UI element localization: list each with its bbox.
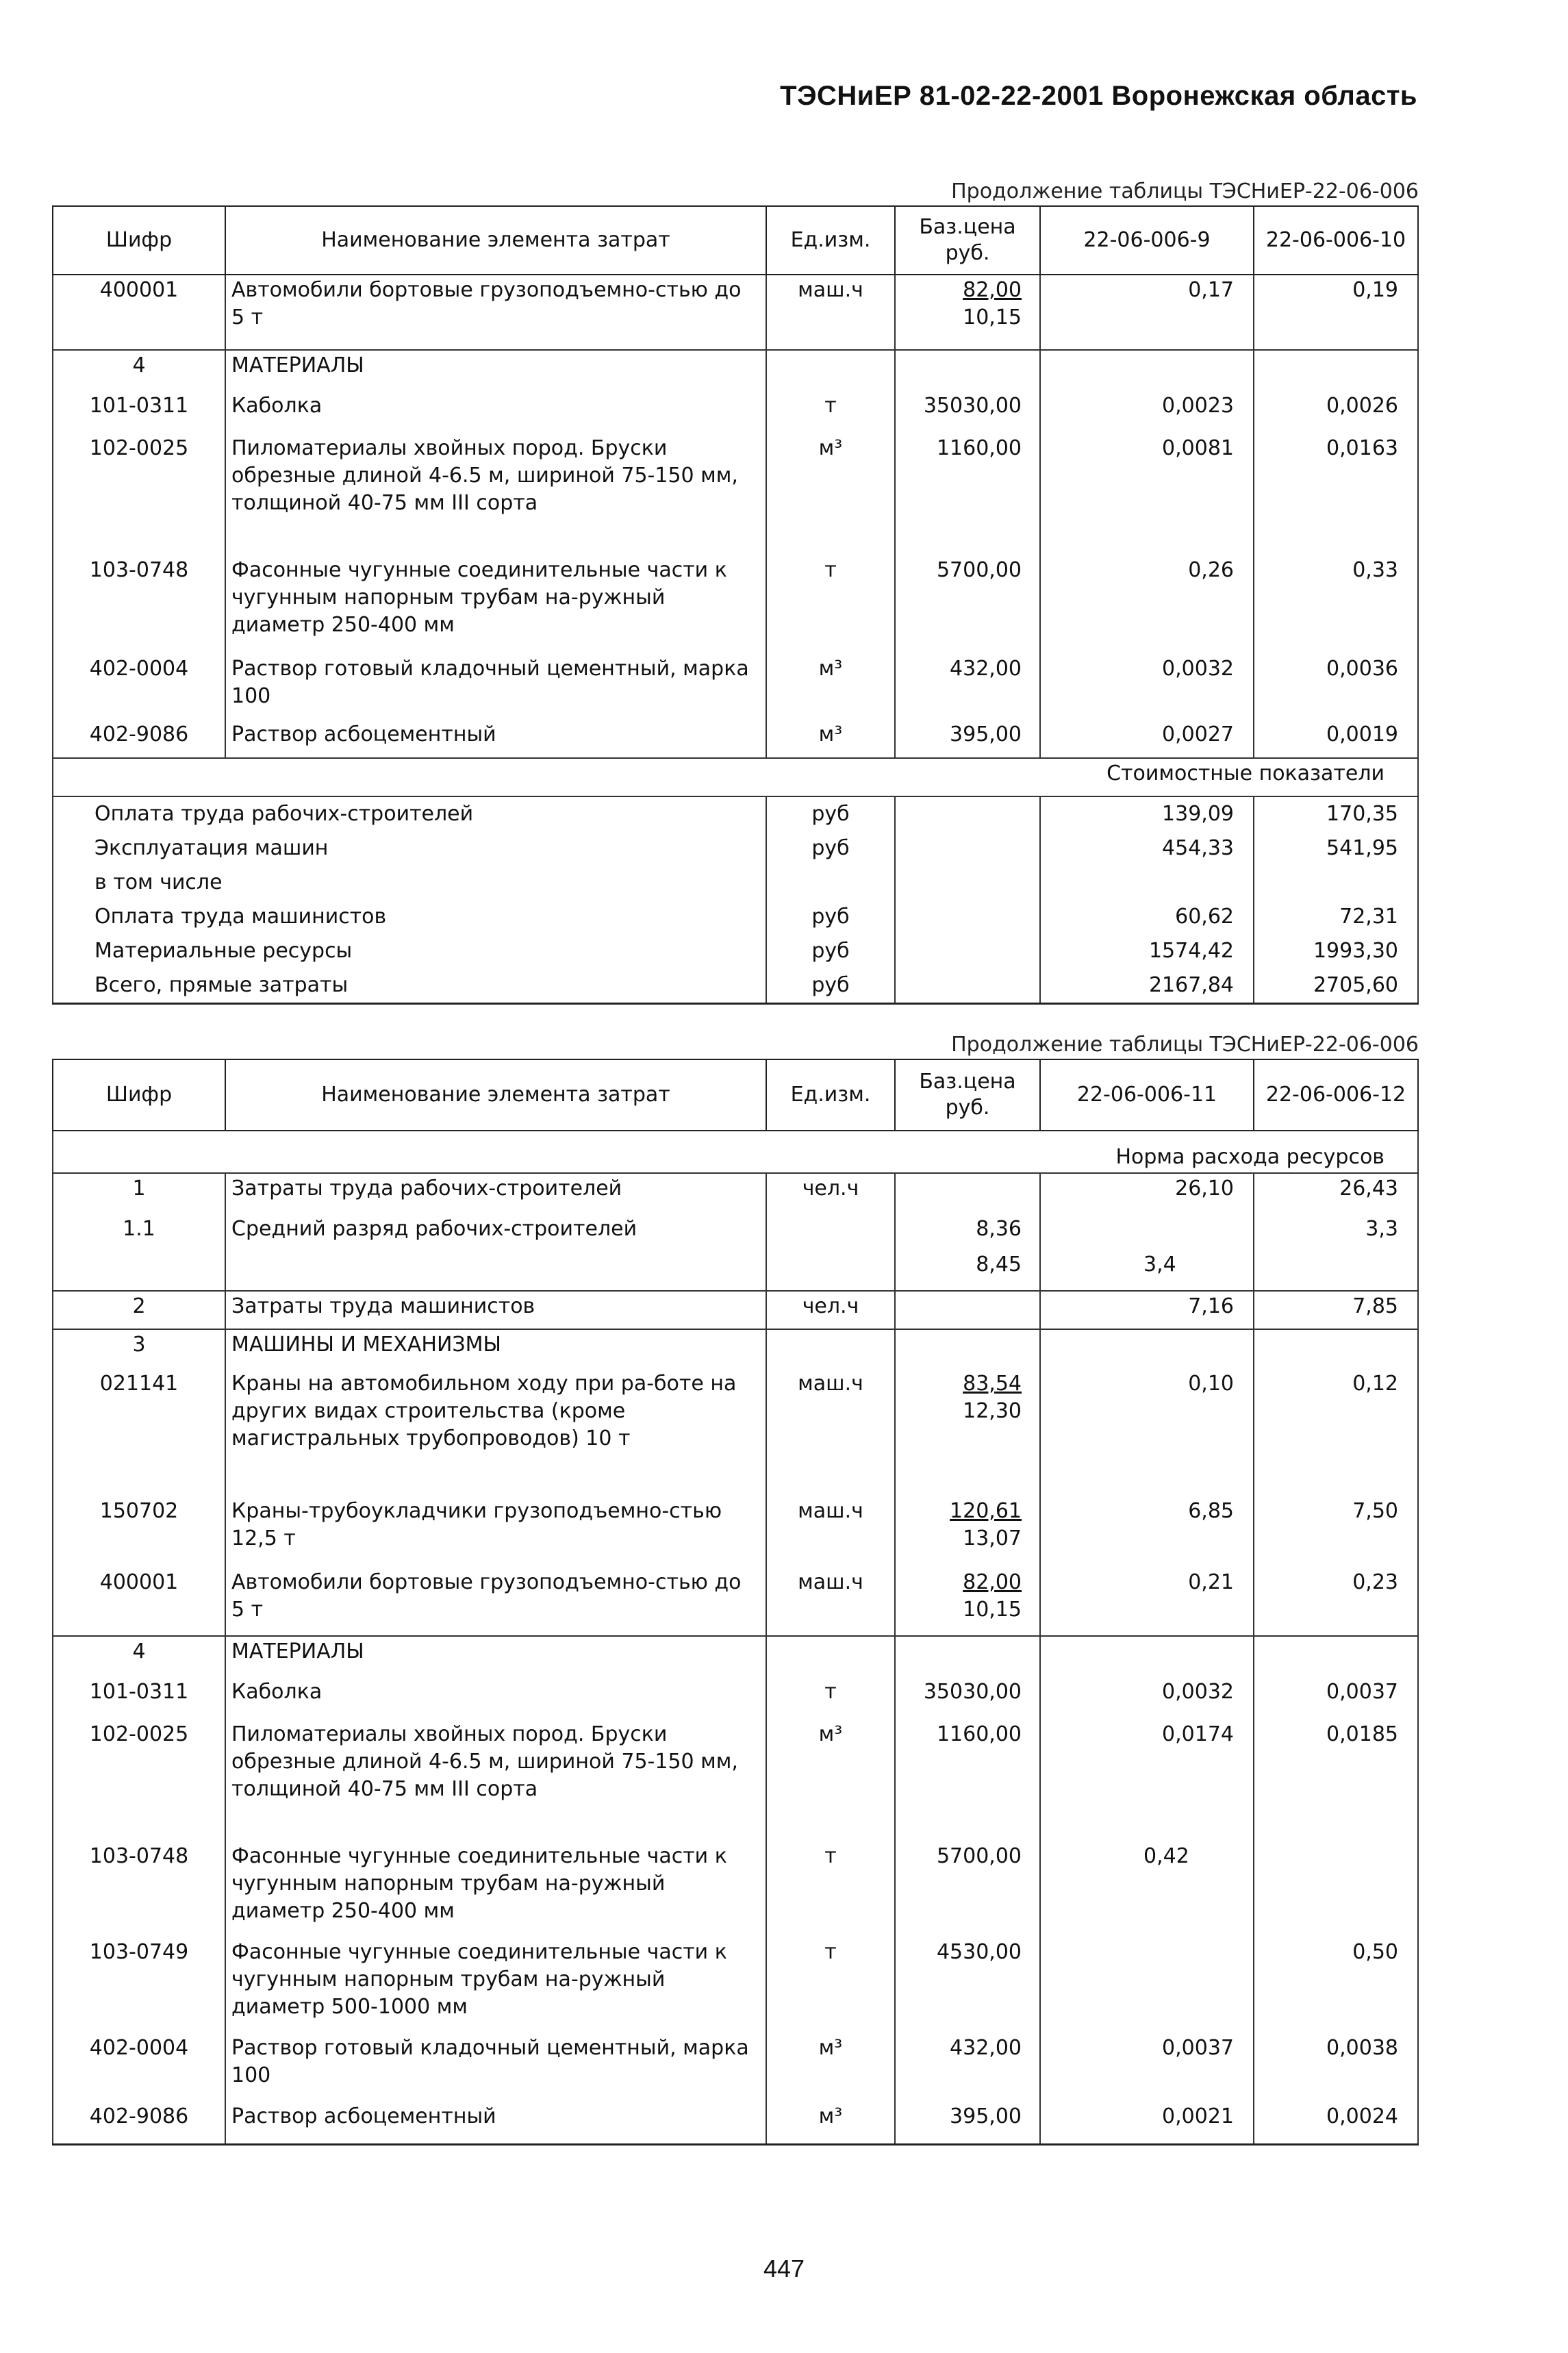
row-price: 4530,00: [895, 1937, 1040, 2033]
summary-value-2: 170,35: [1254, 796, 1418, 831]
summary-value-1: 139,09: [1040, 796, 1254, 831]
price-machinist: 13,07: [963, 1526, 1022, 1550]
row-code: 150702: [53, 1496, 225, 1568]
summary-unit: руб: [766, 831, 895, 866]
row-price: 395,00: [895, 2102, 1040, 2144]
row-price: [895, 1291, 1040, 1329]
header-unit: Ед.изм.: [766, 206, 895, 275]
summary-row: [53, 968, 1418, 1004]
summary-label: Оплата труда машинистов: [53, 900, 766, 934]
row-value-2: 0,0024: [1254, 2102, 1418, 2144]
row-name: Автомобили бортовые грузоподъемно-стью до 5 т: [225, 275, 766, 350]
row-unit: [766, 1214, 895, 1250]
header-unit: Ед.изм.: [766, 1059, 895, 1131]
row-value-2: [1254, 1250, 1418, 1291]
row-unit: м³: [766, 720, 895, 758]
price-main: 82,00: [963, 1570, 1022, 1594]
row-value-1: 0,0037: [1040, 2033, 1254, 2102]
row-value-2: 0,0037: [1254, 1677, 1418, 1720]
table-row: [53, 391, 1418, 433]
row-code: 103-0748: [53, 555, 225, 654]
row-price: 5700,00: [895, 555, 1040, 654]
row-name: Каболка: [225, 391, 766, 433]
row-code: 402-0004: [53, 654, 225, 720]
row-name: Затраты труда рабочих-строителей: [225, 1173, 766, 1214]
row-unit: м³: [766, 2033, 895, 2102]
row-value-1: 7,16: [1040, 1291, 1254, 1329]
row-value-1: 0,21: [1040, 1568, 1254, 1636]
row-name: Фасонные чугунные соединительные части к чугунным напорным трубам на-ружный диаметр 500-1000 мм: [225, 1937, 766, 2033]
section-row: [53, 1329, 1418, 1369]
header-name: Наименование элемента затрат: [225, 206, 766, 275]
row-price: 432,00: [895, 2033, 1040, 2102]
header-price: Баз.цена руб.: [895, 1059, 1040, 1131]
row-unit: м³: [766, 433, 895, 555]
row-value-2: 0,19: [1254, 275, 1418, 350]
summary-unit: руб: [766, 968, 895, 1004]
summary-value-2: 72,31: [1254, 900, 1418, 934]
page-header: ТЭСНиЕР 81-02-22-2001 Воронежская область: [780, 81, 1417, 111]
row-value-1: 0,0081: [1040, 433, 1254, 555]
cost-indicators-row: [53, 758, 1418, 796]
row-unit: т: [766, 1937, 895, 2033]
row-code: 1: [53, 1173, 225, 1214]
summary-label: Материальные ресурсы: [53, 934, 766, 968]
row-code: 2: [53, 1291, 225, 1329]
row-value-2: [1254, 1841, 1418, 1937]
summary-value-1: 60,62: [1040, 900, 1254, 934]
table-row: [53, 720, 1418, 758]
table-row: [53, 1568, 1418, 1636]
section-code: 3: [53, 1329, 225, 1369]
row-price: 432,00: [895, 654, 1040, 720]
row-code: 402-0004: [53, 2033, 225, 2102]
header-name: Наименование элемента затрат: [225, 1059, 766, 1131]
table-row: [53, 654, 1418, 720]
summary-row: [53, 900, 1418, 934]
row-value-1: 0,42: [1040, 1841, 1254, 1937]
row-value-1: 0,0032: [1040, 654, 1254, 720]
row-unit: маш.ч: [766, 1496, 895, 1568]
row-unit: маш.ч: [766, 1568, 895, 1636]
row-price: [895, 1496, 1040, 1568]
row-unit: [766, 1250, 895, 1291]
row-code: 101-0311: [53, 391, 225, 433]
row-code: 103-0748: [53, 1841, 225, 1937]
row-value-2: 0,0036: [1254, 654, 1418, 720]
row-unit: т: [766, 555, 895, 654]
norm-label-row: [53, 1131, 1418, 1173]
row-code: 400001: [53, 1568, 225, 1636]
table-row: [53, 1496, 1418, 1568]
price-main: 82,00: [963, 278, 1022, 302]
summary-unit: [766, 866, 895, 900]
summary-unit: руб: [766, 934, 895, 968]
row-value-2: 7,85: [1254, 1291, 1418, 1329]
row-price: [895, 275, 1040, 350]
summary-row: [53, 934, 1418, 968]
row-unit: м³: [766, 1720, 895, 1841]
header-col1: 22-06-006-11: [1040, 1059, 1254, 1131]
row-value-1: 0,0032: [1040, 1677, 1254, 1720]
row-value-1: 26,10: [1040, 1173, 1254, 1214]
page-number: 447: [763, 2254, 805, 2282]
section-row: [53, 1636, 1418, 1677]
row-unit: маш.ч: [766, 1369, 895, 1496]
row-name: Средний разряд рабочих-строителей: [225, 1214, 766, 1250]
summary-value-1: 454,33: [1040, 831, 1254, 866]
summary-label: Эксплуатация машин: [53, 831, 766, 866]
summary-row: [53, 866, 1418, 900]
section-title: МАШИНЫ И МЕХАНИЗМЫ: [225, 1329, 766, 1369]
table2: [52, 1059, 1419, 2146]
row-name: Краны на автомобильном ходу при ра-боте на других видах строительства (кроме магистральных трубопроводов) 10 т: [225, 1369, 766, 1496]
row-code: 402-9086: [53, 2102, 225, 2144]
price-main: 83,54: [963, 1372, 1022, 1396]
row-value-2: 26,43: [1254, 1173, 1418, 1214]
row-code: 102-0025: [53, 1720, 225, 1841]
section-code: 4: [53, 1636, 225, 1677]
cost-indicators-label: Стоимостные показатели: [53, 758, 1418, 796]
price-machinist: 10,15: [963, 305, 1022, 329]
row-value-1: [1040, 1214, 1254, 1250]
row-value-2: 0,12: [1254, 1369, 1418, 1496]
summary-value-2: 541,95: [1254, 831, 1418, 866]
summary-row: [53, 831, 1418, 866]
row-value-1: 0,0027: [1040, 720, 1254, 758]
section-row: [53, 350, 1418, 391]
table-row: [53, 433, 1418, 555]
row-price: [895, 1173, 1040, 1214]
row-name: Раствор готовый кладочный цементный, марка 100: [225, 654, 766, 720]
row-unit: м³: [766, 2102, 895, 2144]
row-name: Раствор асбоцементный: [225, 720, 766, 758]
summary-value-2: 1993,30: [1254, 934, 1418, 968]
row-name: Пиломатериалы хвойных пород. Бруски обрезные длиной 4-6.5 м, шириной 75-150 мм, толщиной 40-75 мм III сорта: [225, 433, 766, 555]
row-price: 8,36: [895, 1214, 1040, 1250]
row-code: 1.1: [53, 1214, 225, 1250]
table-row: [53, 1250, 1418, 1291]
table-row: [53, 1214, 1418, 1250]
row-name: Каболка: [225, 1677, 766, 1720]
table1: [52, 205, 1419, 1005]
row-price: 395,00: [895, 720, 1040, 758]
row-code: 400001: [53, 275, 225, 350]
header-col1: 22-06-006-9: [1040, 206, 1254, 275]
table-row: [53, 1841, 1418, 1937]
row-value-2: 7,50: [1254, 1496, 1418, 1568]
row-value-1: [1040, 1937, 1254, 2033]
row-name: Автомобили бортовые грузоподъемно-стью до 5 т: [225, 1568, 766, 1636]
norm-label: Норма расхода ресурсов: [53, 1131, 1418, 1173]
table-row: [53, 1720, 1418, 1841]
summary-value-2: 2705,60: [1254, 968, 1418, 1004]
row-value-1: 0,0023: [1040, 391, 1254, 433]
row-value-2: 0,23: [1254, 1568, 1418, 1636]
row-unit: т: [766, 1677, 895, 1720]
table-row: [53, 1937, 1418, 2033]
row-name: Раствор готовый кладочный цементный, марка 100: [225, 2033, 766, 2102]
row-unit: т: [766, 391, 895, 433]
row-value-2: 0,33: [1254, 555, 1418, 654]
summary-unit: руб: [766, 796, 895, 831]
summary-label: Оплата труда рабочих-строителей: [53, 796, 766, 831]
row-code: [53, 1250, 225, 1291]
row-value-2: 0,0038: [1254, 2033, 1418, 2102]
summary-label: Всего, прямые затраты: [53, 968, 766, 1004]
header-code: Шифр: [53, 206, 225, 275]
section-code: 4: [53, 350, 225, 391]
row-price: [895, 1369, 1040, 1496]
row-value-2: 0,0026: [1254, 391, 1418, 433]
row-value-2: 0,0163: [1254, 433, 1418, 555]
header-col2: 22-06-006-12: [1254, 1059, 1418, 1131]
row-name: [225, 1250, 766, 1291]
header-col2: 22-06-006-10: [1254, 206, 1418, 275]
row-price: 8,45: [895, 1250, 1040, 1291]
row-price: 35030,00: [895, 391, 1040, 433]
row-value-1: 6,85: [1040, 1496, 1254, 1568]
row-value-2: 0,50: [1254, 1937, 1418, 2033]
table-row: [53, 1173, 1418, 1214]
table-row: [53, 1369, 1418, 1496]
row-unit: чел.ч: [766, 1173, 895, 1214]
price-machinist: 10,15: [963, 1598, 1022, 1622]
table-row: [53, 1677, 1418, 1720]
row-price: 35030,00: [895, 1677, 1040, 1720]
row-unit: маш.ч: [766, 275, 895, 350]
row-unit: т: [766, 1841, 895, 1937]
row-code: 103-0749: [53, 1937, 225, 2033]
row-name: Фасонные чугунные соединительные части к чугунным напорным трубам на-ружный диаметр 250-400 мм: [225, 1841, 766, 1937]
row-code: 402-9086: [53, 720, 225, 758]
table-row: [53, 2102, 1418, 2144]
row-value-1: 3,4: [1040, 1250, 1254, 1291]
row-price: [895, 1568, 1040, 1636]
row-value-2: 0,0185: [1254, 1720, 1418, 1841]
section-title: МАТЕРИАЛЫ: [225, 1636, 766, 1677]
row-code: 102-0025: [53, 433, 225, 555]
summary-value-1: 1574,42: [1040, 934, 1254, 968]
table-row: [53, 275, 1418, 350]
table1-caption: Продолжение таблицы ТЭСНиЕР-22-06-006: [951, 179, 1419, 203]
row-value-1: 0,0021: [1040, 2102, 1254, 2144]
table-row: [53, 555, 1418, 654]
row-name: Раствор асбоцементный: [225, 2102, 766, 2144]
row-value-1: 0,26: [1040, 555, 1254, 654]
price-main: 120,61: [950, 1499, 1022, 1523]
row-name: Затраты труда машинистов: [225, 1291, 766, 1329]
row-name: Фасонные чугунные соединительные части к чугунным напорным трубам на-ружный диаметр 250-400 мм: [225, 555, 766, 654]
table2-caption: Продолжение таблицы ТЭСНиЕР-22-06-006: [951, 1033, 1419, 1057]
summary-value-1: [1040, 866, 1254, 900]
summary-value-1: 2167,84: [1040, 968, 1254, 1004]
row-value-1: 0,0174: [1040, 1720, 1254, 1841]
row-price: 5700,00: [895, 1841, 1040, 1937]
summary-unit: руб: [766, 900, 895, 934]
row-price: 1160,00: [895, 1720, 1040, 1841]
row-value-2: 0,0019: [1254, 720, 1418, 758]
summary-value-2: [1254, 866, 1418, 900]
table-row: [53, 1291, 1418, 1329]
header-price: Баз.цена руб.: [895, 206, 1040, 275]
row-name: Краны-трубоукладчики грузоподъемно-стью 12,5 т: [225, 1496, 766, 1568]
row-unit: чел.ч: [766, 1291, 895, 1329]
table-row: [53, 2033, 1418, 2102]
row-value-2: 3,3: [1254, 1214, 1418, 1250]
summary-label: в том числе: [53, 866, 766, 900]
row-unit: м³: [766, 654, 895, 720]
row-code: 021141: [53, 1369, 225, 1496]
section-title: МАТЕРИАЛЫ: [225, 350, 766, 391]
header-code: Шифр: [53, 1059, 225, 1131]
row-price: 1160,00: [895, 433, 1040, 555]
row-value-1: 0,10: [1040, 1369, 1254, 1496]
row-name: Пиломатериалы хвойных пород. Бруски обрезные длиной 4-6.5 м, шириной 75-150 мм, толщиной 40-75 мм III сорта: [225, 1720, 766, 1841]
price-machinist: 12,30: [963, 1399, 1022, 1423]
row-value-1: 0,17: [1040, 275, 1254, 350]
row-code: 101-0311: [53, 1677, 225, 1720]
summary-row: [53, 796, 1418, 831]
